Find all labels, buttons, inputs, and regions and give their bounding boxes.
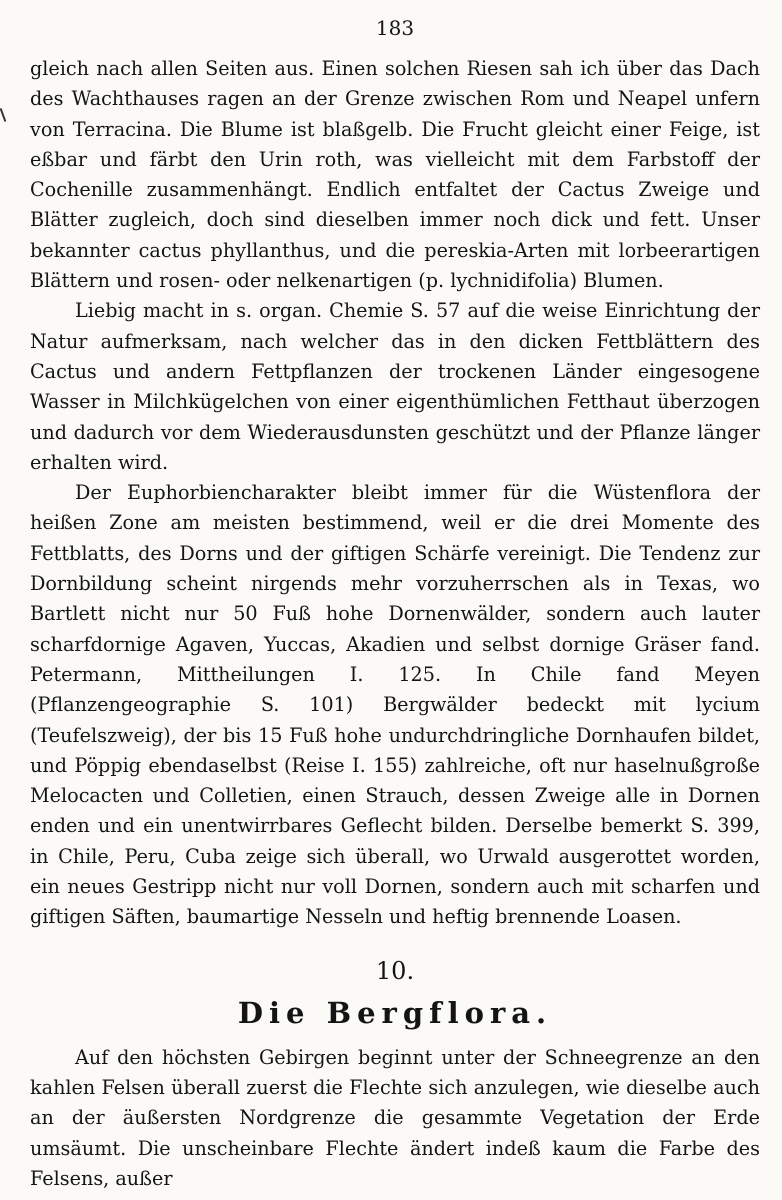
margin-mark [0, 108, 6, 122]
body-text [30, 54, 760, 933]
paragraph-bergflora: Auf den höchsten Gebirgen beginnt unter der Schneegrenze an den kahlen Felsen überall zuerst die Flechte sich anzulegen, wie dieselbe auch an der äußersten Nordgrenze die gesammte Vegetation der Erde umsäumt. Die unscheinbare Flechte ändert indeß kaum die Farbe des Felsens, außer [30, 1045, 760, 1190]
paragraph-continuation: gleich nach allen Seiten aus. Einen solchen Riesen sah ich über das Dach des Wachthauses ragen an der Grenze zwischen Rom und Neapel unfern von Terracina. Die Blume ist blaßgelb. Die Frucht gleicht einer Feige, ist eßbar und färbt den Urin roth, was vielleicht mit dem Farbstoff der Cochenille zusammenhängt. Endlich entfaltet der Cactus Zweige und Blätter zugleich, doch sind dieselben immer noch dick und fett. Unser bekannter cactus phyllanthus, und die pereskia-Arten mit lorbeerartigen Blättern und rosen- oder nelkenartigen (p. lychnidifolia) Blumen. [30, 57, 760, 293]
section-body [30, 1043, 760, 1194]
paragraph-liebig: Liebig macht in s. organ. Chemie S. 57 auf die weise Einrichtung der Natur aufmerksam, nach welcher das in den dicken Fettblättern des Cactus und andern Fettpflanzen der trockenen Länder eingesogene Wasser in Milchkügelchen von einer eigenthümlichen Fetthaut überzogen und dadurch vor dem Wiederausdunsten geschützt und der Pflanze länger erhalten wird. [30, 299, 760, 474]
page-number: 183 [375, 16, 415, 40]
paragraph-euphorbia: Der Euphorbiencharakter bleibt immer für die Wüstenflora der heißen Zone am meisten bestimmend, weil er die drei Momente des Fettblatts, des Dorns und der giftigen Schärfe vereinigt. Die Tendenz zur Dornbildung scheint nirgends mehr vorzuherrschen als in Texas, wo Bartlett nicht nur 50 Fuß hohe Dornenwälder, sondern auch lauter scharfdornige Agaven, Yuccas, Akadien und selbst dornige Gräser fand. Petermann, Mittheilungen I. 125. In Chile fand Meyen (Pflanzengeographie S. 101) Bergwälder bedeckt mit lycium (Teufelszweig), der bis 15 Fuß hohe undurchdringliche Dornhaufen bildet, und Pöppig ebendaselbst (Reise I. 155) zahlreiche, oft nur haselnußgroße Melocacten und Colletien, einen Strauch, dessen Zweige alle in Dornen enden und ein unentwirrbares Geflecht bilden. Derselbe bemerkt S. 399, in Chile, Peru, Cuba zeige sich überall, wo Urwald ausgerottet worden, ein neues Gestripp nicht nur voll Dornen, sondern auch mit scharfen und giftigen Säften, baumartige Nesseln und heftig brennende Loasen. [30, 481, 760, 929]
section-title: Die Bergflora. [237, 995, 553, 1030]
section-number: 10. [375, 956, 415, 985]
